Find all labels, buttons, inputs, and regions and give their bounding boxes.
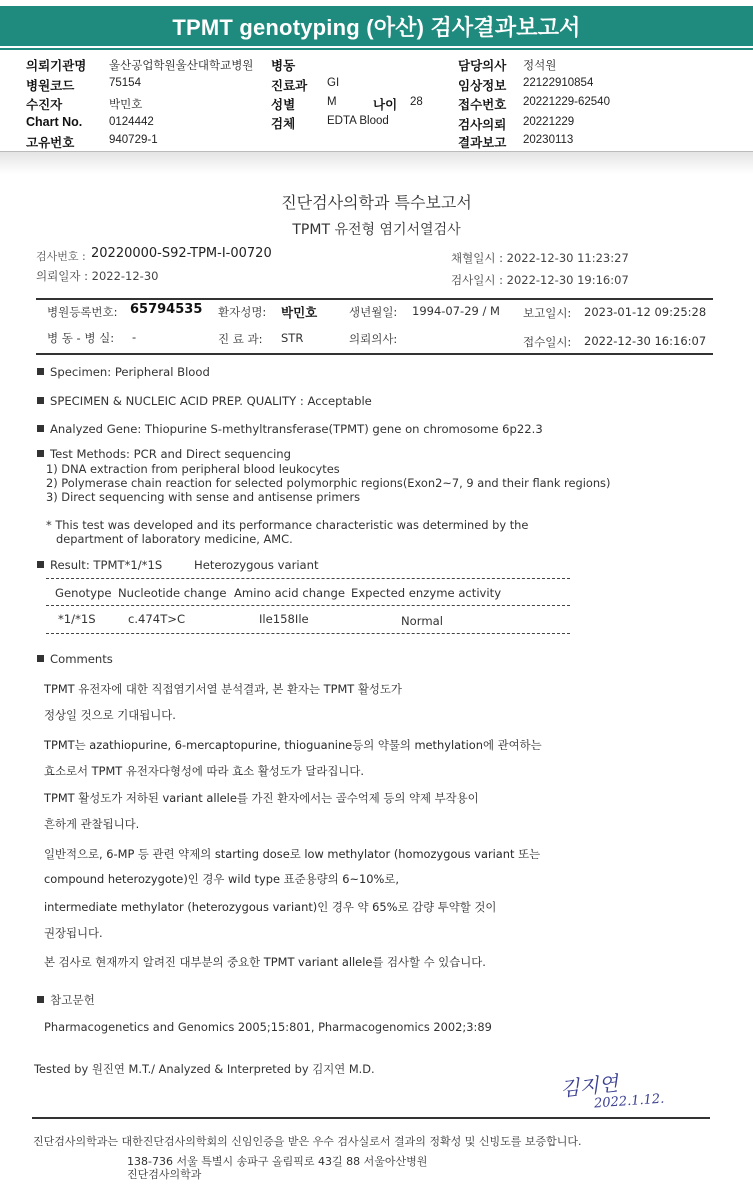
references-title: 참고문헌: [37, 992, 95, 1008]
gene-line: Analyzed Gene: Thiopurine S-methyltransferase(TPMT) gene on chromosome 6p22.3: [37, 422, 543, 436]
footer-certification: 진단검사의학과는 대한진단검사의학회의 신임인증을 받은 우수 검사실로서 결과의 정확성 및 신빙도를 보증합니다.: [33, 1135, 582, 1148]
sex-value: M: [327, 96, 337, 108]
bullet-square-icon: [37, 368, 44, 375]
request-label: 검사의뢰: [458, 118, 507, 132]
comments-title: Comments: [37, 652, 113, 666]
methods-title: Test Methods: PCR and Direct sequencing: [37, 447, 291, 461]
doctor-value: 정석원: [523, 60, 557, 72]
method-item: 1) DNA extraction from peripheral blood leukocytes: [46, 462, 340, 476]
code-value: 75154: [109, 77, 141, 89]
table-header: Expected enzyme activity: [351, 586, 502, 600]
test-no-label: 검사번호 :: [36, 250, 86, 263]
comment-line: compound heterozygote)인 경우 wild type 표준용량의 6~10%로,: [44, 872, 399, 886]
comment-line: TPMT 유전자에 대한 직접염기서열 분석결과, 본 환자는 TPMT 활성도가: [44, 682, 402, 696]
bullet-square-icon: [37, 450, 44, 457]
bullet-square-icon: [37, 655, 44, 662]
specimen-value: EDTA Blood: [327, 115, 389, 127]
table-cell: *1/*1S: [58, 612, 96, 626]
name-label: 환자성명:: [218, 305, 267, 319]
info-dept-label: 진 료 과:: [218, 332, 263, 346]
table-cell: Ile158Ile: [259, 612, 309, 626]
references-text: Pharmacogenetics and Genomics 2005;15:801, Pharmacogenomics 2002;3:89: [44, 1020, 492, 1034]
report-time-label: 보고일시:: [523, 306, 572, 320]
reg-label: 병원등록번호:: [47, 305, 118, 319]
reg-value: 65794535: [130, 302, 203, 317]
bullet-square-icon: [37, 996, 44, 1003]
quality-line: SPECIMEN & NUCLEIC ACID PREP. QUALITY : Acceptable: [37, 394, 372, 408]
report-subtitle: TPMT 유전형 염기서열검사: [292, 222, 461, 238]
dept-label: 진료과: [271, 79, 308, 93]
comment-line: 정상일 것으로 기대됩니다.: [44, 708, 176, 722]
specimen-line: Specimen: Peripheral Blood: [37, 365, 210, 379]
note-line: department of laboratory medicine, AMC.: [56, 532, 293, 546]
table-header: Genotype: [55, 586, 112, 600]
collect-time: 채혈일시 : 2022-12-30 11:23:27: [451, 251, 629, 265]
uid-value: 940729-1: [109, 134, 158, 146]
test-time: 검사일시 : 2022-12-30 19:16:07: [451, 273, 629, 287]
bullet-square-icon: [37, 561, 44, 568]
dob-value: 1994-07-29 / M: [412, 304, 500, 318]
table-header: Amino acid change: [234, 586, 345, 600]
specimen-label: 검체: [271, 117, 296, 131]
receipt-time-value: 2022-12-30 16:16:07: [584, 334, 707, 348]
title-divider: [0, 48, 753, 50]
name-value: 박민호: [281, 305, 318, 320]
info-top-rule: [36, 298, 713, 300]
receipt-time-label: 접수일시:: [523, 335, 572, 349]
table-header: Nucleotide change: [118, 586, 227, 600]
clinical-label: 임상정보: [458, 79, 507, 93]
result-date-value: 20230113: [523, 134, 574, 146]
footer-rule: [32, 1117, 710, 1119]
tested-by: Tested by 원진연 M.T./ Analyzed & Interpreted by 김지연 M.D.: [34, 1062, 375, 1076]
report-heading: 진단검사의학과 특수보고서: [281, 193, 472, 212]
table-rule: [46, 578, 570, 579]
result-line: [37, 558, 162, 572]
report-time-value: 2023-01-12 09:25:28: [584, 305, 707, 319]
note-line: * This test was developed and its performance characteristic was determined by the: [46, 518, 529, 532]
page-shadow: [0, 152, 753, 174]
referring-doctor-label: 의뢰의사:: [349, 332, 398, 346]
uid-label: 고유번호: [26, 136, 75, 150]
sex-label: 성별: [271, 98, 296, 112]
chart-value: 0124442: [109, 116, 154, 128]
dept-value: GI: [327, 77, 340, 89]
receipt-value: 20221229-62540: [523, 96, 610, 108]
footer-address: 138-736 서울 특별시 송파구 올림픽로 43길 88 서울아산병원: [127, 1155, 428, 1168]
patient-value: 박민호: [109, 99, 143, 111]
ward-room-value: -: [132, 330, 137, 344]
ward-label: 병동: [271, 59, 296, 73]
footer-department: 진단검사의학과: [127, 1168, 202, 1181]
result-type: Heterozygous variant: [194, 558, 319, 572]
result-label: Result: TPMT*1/*1S: [50, 558, 163, 572]
bullet-square-icon: [37, 397, 44, 404]
age-value: 28: [410, 96, 423, 108]
method-item: 3) Direct sequencing with sense and antisense primers: [46, 490, 361, 504]
dob-label: 생년월일:: [349, 305, 398, 319]
comment-line: 권장됩니다.: [44, 926, 103, 940]
method-item: 2) Polymerase chain reaction for selected polymorphic regions(Exon2~7, 9 and their flank regions): [46, 476, 611, 490]
report-title-bar: [0, 6, 753, 46]
report-title: TPMT genotyping (아산) 검사결과보고서: [172, 14, 581, 40]
info-bottom-rule: [36, 353, 713, 355]
clinical-value: 22122910854: [523, 77, 594, 89]
bullet-square-icon: [37, 425, 44, 432]
comment-line: 흔하게 관찰됩니다.: [44, 817, 140, 831]
table-rule: [46, 605, 570, 606]
test-no-value: 20220000-S92-TPM-I-00720: [91, 246, 272, 261]
comment-line: 본 검사로 현재까지 알려진 대부분의 중요한 TPMT variant allele를 검사할 수 있습니다.: [44, 955, 486, 969]
age-label: 나이: [373, 98, 398, 112]
comment-line: TPMT는 azathiopurine, 6-mercaptopurine, thioguanine등의 약물의 methylation에 관여하는: [44, 738, 542, 752]
inst-label: 의뢰기관명: [26, 59, 87, 73]
request-value: 20221229: [523, 116, 575, 128]
comment-line: intermediate methylator (heterozygous variant)인 경우 약 65%로 감량 투약할 것이: [44, 900, 497, 914]
comment-line: 효소로서 TPMT 유전자다형성에 따라 효소 활성도가 달라집니다.: [44, 764, 365, 778]
table-rule: [46, 633, 570, 634]
chart-label: Chart No.: [26, 115, 83, 129]
doctor-label: 담당의사: [458, 59, 507, 73]
ward-room-label: 병 동 - 병 실:: [47, 331, 115, 345]
receipt-label: 접수번호: [458, 98, 507, 112]
info-dept-value: STR: [281, 331, 304, 345]
patient-label: 수진자: [26, 98, 63, 112]
table-cell: c.474T>C: [128, 612, 186, 626]
request-date: 의뢰일자 : 2022-12-30: [36, 269, 159, 283]
handwritten-signature: 김지연 2022.1.12.: [559, 1071, 665, 1112]
result-date-label: 결과보고: [458, 136, 507, 150]
comment-line: TPMT 활성도가 저하된 variant allele를 가진 환자에서는 골수억제 등의 약제 부작용이: [44, 791, 479, 805]
table-cell: Normal: [401, 614, 443, 628]
comment-line: 일반적으로, 6-MP 등 관련 약제의 starting dose로 low methylator (homozygous variant 또는: [44, 847, 541, 861]
code-label: 병원코드: [26, 79, 75, 93]
inst-value: 울산공업학원울산대학교병원: [109, 60, 254, 72]
